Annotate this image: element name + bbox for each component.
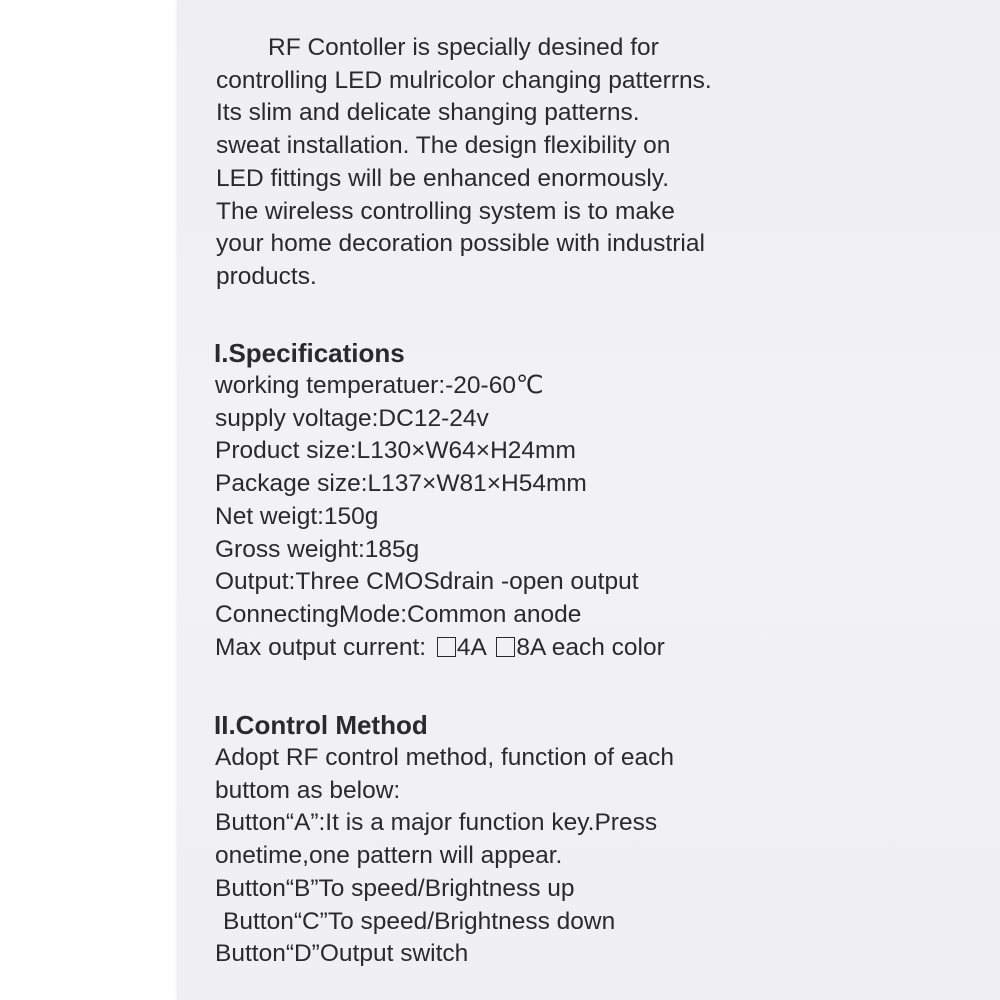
specifications-list <box>215 370 665 664</box>
control-line: Button“A”:It is a major function key.Press <box>215 809 658 837</box>
control-method-list <box>215 742 674 971</box>
control-line: Adopt RF control method, function of each <box>215 744 674 771</box>
intro-line: products. <box>216 262 317 290</box>
control-line: Button“C”To speed/Brightness down <box>223 907 616 935</box>
spec-item: working temperatuer:-20-60℃ <box>215 372 544 399</box>
intro-line: your home decoration possible with industrial <box>216 230 705 258</box>
control-line: Button“D”Output switch <box>215 940 469 968</box>
intro-line: controlling LED mulricolor changing patterrns. <box>216 66 712 94</box>
specifications-heading: I.Specifications <box>214 338 405 368</box>
intro-line: LED fittings will be enhanced enormously. <box>216 164 670 192</box>
control-method-heading: II.Control Method <box>214 710 428 740</box>
intro-line: The wireless controlling system is to make <box>216 197 675 225</box>
control-line: Button“B”To speed/Brightness up <box>215 874 575 902</box>
spec-item: Gross weight:185g <box>215 535 420 563</box>
spec-item: Product size:L130×W64×H24mm <box>215 437 576 465</box>
intro-line: RF Contoller is specially desined for <box>268 34 659 61</box>
max-output-option-8a: 8A each color <box>516 633 665 661</box>
checkbox-4a <box>437 637 456 657</box>
intro-line: Its slim and delicate shanging patterns. <box>216 99 640 127</box>
spec-item: Package size:L137×W81×H54mm <box>215 470 587 498</box>
intro-line: sweat installation. The design flexibility on <box>216 132 671 160</box>
checkbox-8a <box>496 637 515 657</box>
intro-paragraph <box>216 32 712 294</box>
spec-item: Net weigt:150g <box>215 502 379 530</box>
spec-item: Output:Three CMOSdrain -open output <box>215 568 639 596</box>
max-output-line <box>215 632 665 665</box>
spec-item: ConnectingMode:Common anode <box>215 600 582 628</box>
spec-item: supply voltage:DC12-24v <box>215 404 489 432</box>
max-output-option-4a: 4A <box>456 633 486 661</box>
control-line: onetime,one pattern will appear. <box>215 842 563 870</box>
max-output-label: Max output current: <box>215 633 433 661</box>
control-line: buttom as below: <box>215 776 401 804</box>
